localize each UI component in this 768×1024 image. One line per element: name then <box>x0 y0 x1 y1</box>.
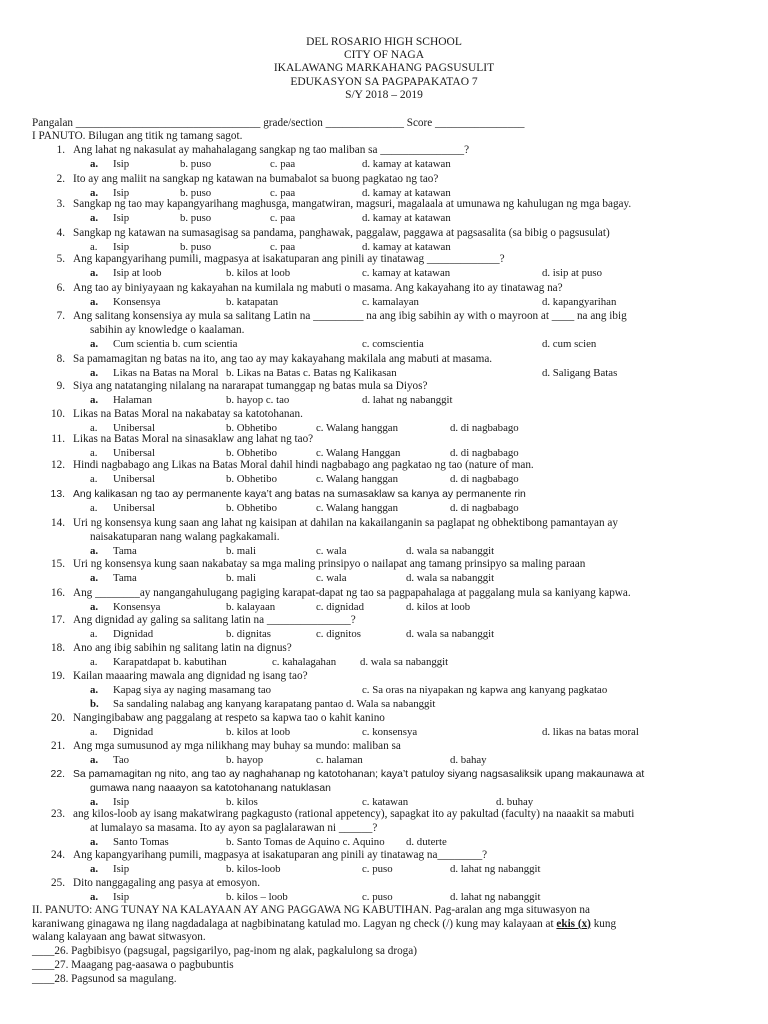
option-b: b. kilos at loob <box>226 267 291 279</box>
option-a-marker: a. <box>90 296 99 308</box>
option-b: b. Obhetibo <box>226 502 277 514</box>
question-16 <box>42 587 631 600</box>
option-c: d. duterte <box>406 836 447 848</box>
subject-title: EDUKASYON SA PAGPAPAKATAO 7 <box>290 75 478 88</box>
option-d: d. buhay <box>496 796 534 808</box>
question-number: 4. <box>56 227 65 239</box>
option-c: d. Saligang Batas <box>542 367 618 379</box>
situation-item: ____26. Pagbibisyo (pagsugal, pagsigarilyo, pag-inom ng alak, pagkalulong sa droga) <box>32 945 417 957</box>
ekis-label: ekis (x) <box>556 917 591 930</box>
question-text: Uri ng konsensya kung saan nakabatay sa mga maling prinsipyo o nailapat ang tamang prinsipyo sa maling paraan <box>73 558 586 570</box>
option-b: b. dignitas <box>226 628 271 640</box>
option-c: c. paa <box>270 187 296 199</box>
question-text: Ano ang ibig sabihin ng salitang latin na dignus? <box>73 642 292 654</box>
question-number: 16. <box>51 587 65 599</box>
option-c: c. Walang hanggan <box>316 502 398 514</box>
student-info-line: Pangalan _________________________________ grade/section ______________ Score ________________ <box>32 117 525 129</box>
question-number: 23. <box>51 808 65 820</box>
option-b: b. puso <box>180 241 212 253</box>
option-a-marker: a. <box>90 394 99 406</box>
question-7-cont: sabihin ay knowledge o kaalaman. <box>90 323 245 336</box>
option-c: c. kamay at katawan <box>362 267 451 279</box>
question-4 <box>42 227 610 240</box>
question-number: 18. <box>51 642 65 654</box>
option-b: b. kilos-loob <box>226 863 281 875</box>
option-c: d. lahat ng nabanggit <box>362 394 453 406</box>
question-23-cont: at lumalayo sa masama. Ito ay ayon sa paglalarawan ni ______? <box>90 821 378 834</box>
question-number: 8. <box>56 353 65 365</box>
question-number: 20. <box>51 712 65 724</box>
question-10 <box>42 408 303 421</box>
question-text: Kailan maaaring mawala ang dignidad ng isang tao? <box>73 670 308 682</box>
situation-item: ____28. Pagsunod sa magulang. <box>32 973 177 985</box>
option-a: Unibersal <box>113 473 155 485</box>
option-a: Likas na Batas na Moral <box>113 367 219 379</box>
option-a-marker: a. <box>90 473 98 485</box>
option-b: b. Santo Tomas de Aquino c. Aquino <box>226 836 385 848</box>
option-d: d. wala sa nabanggit <box>406 545 495 557</box>
option-a-marker: a. <box>90 158 99 170</box>
question-15 <box>42 558 585 571</box>
option-b: c. kahalagahan <box>272 656 337 668</box>
option-d: d. lahat ng nabanggit <box>450 891 541 903</box>
option-a: Unibersal <box>113 447 155 459</box>
question-text: Ang tao ay biniyayaan ng kakayahan na kumilala ng mabuti o masama. Ang kakayahang ito ay tinatawag na? <box>73 282 563 294</box>
option-a-marker: a. <box>90 422 98 434</box>
option-a: Isip <box>113 863 130 875</box>
instruction-text: kung <box>590 917 617 930</box>
option-a-marker: a. <box>90 267 99 279</box>
question-number: 24. <box>51 849 65 861</box>
question-19 <box>42 670 308 683</box>
option-a: Isip <box>113 796 130 808</box>
option-a-marker: a. <box>90 241 98 253</box>
school-name: DEL ROSARIO HIGH SCHOOL <box>306 36 462 48</box>
question-1 <box>42 144 469 157</box>
option-a: Isip <box>113 241 130 253</box>
question-number: 19. <box>51 670 65 682</box>
question-11 <box>42 433 313 446</box>
option-d: d. wala sa nabanggit <box>406 628 495 640</box>
question-text: Sangkap ng katawan na sumasagisag sa pandama, panghawak, paggalaw, paggawa at pagsasalita (sa bibig o pagsusulat) <box>73 227 610 239</box>
question-number: 25. <box>51 877 65 889</box>
question-22 <box>42 768 644 781</box>
school-year: S/Y 2018 – 2019 <box>345 88 423 101</box>
option-a: Dignidad <box>113 628 154 640</box>
question-text: Likas na Batas Moral na sinasaklaw ang lahat ng tao? <box>73 433 314 445</box>
option-a: Dignidad <box>113 726 154 738</box>
option-d: d. kapangyarihan <box>542 296 617 308</box>
question-text: Nangingibabaw ang paggalang at respeto sa kapwa tao o kahit kanino <box>73 712 385 724</box>
option-a: Unibersal <box>113 502 155 514</box>
option-a: Santo Tomas <box>113 836 169 848</box>
option-d: d. kamay at katawan <box>362 241 451 253</box>
question-text: Ang dignidad ay galing sa salitang latin na _______________? <box>73 614 356 626</box>
question-number: 2. <box>56 173 65 185</box>
question-25 <box>42 877 260 890</box>
question-text: Uri ng konsensya kung saan ang lahat ng kaisipan at dahilan na kakailanganin sa paglapat ng obhektibong pamantayan ay <box>73 517 618 529</box>
question-24 <box>42 849 487 862</box>
question-text: Ang ________ay nangangahulugang pagiging karapat-dapat ng tao sa pagpapahalaga at paggalang mula sa kaniyang kapwa. <box>73 587 631 599</box>
question-23 <box>42 808 634 821</box>
question-number: 13. <box>50 489 65 500</box>
option-a: Kapag siya ay naging masamang tao <box>113 684 272 696</box>
question-20 <box>42 712 385 725</box>
option-c: c. halaman <box>316 754 363 766</box>
option-b: b. puso <box>180 158 212 170</box>
question-14 <box>42 517 618 530</box>
question-text: Ang mga sumusunod ay mga nilikhang may buhay sa mundo: maliban sa <box>73 740 401 752</box>
option-b: b. Obhetibo <box>226 447 277 459</box>
option-a-marker: a. <box>90 628 98 640</box>
option-a-marker: a. <box>90 863 99 875</box>
option-b: b. hayop <box>226 754 264 766</box>
option-a: Karapatdapat b. kabutihan <box>113 656 227 668</box>
option-b: c. Sa oras na niyapakan ng kapwa ang kanyang pagkatao <box>362 684 608 696</box>
question-14-cont: naisakatuparan nang walang pagkakamali. <box>90 530 280 543</box>
question-13 <box>42 488 526 501</box>
option-a-marker: a. <box>90 367 99 379</box>
option-a: Konsensya <box>113 296 161 308</box>
question-text: Dito nanggagaling ang pasya at emosyon. <box>73 877 261 889</box>
part2-instructions: II. PANUTO: ANG TUNAY NA KALAYAAN AY ANG PAGGAWA NG KABUTIHAN. Pag-aralan ang mga situwasyon na <box>32 904 590 916</box>
option-d: d. kamay at katawan <box>362 158 451 170</box>
option-a-marker: a. <box>90 447 98 459</box>
option-a-marker: a. <box>90 338 99 350</box>
option-c: c. paa <box>270 158 296 170</box>
situation-item: ____27. Maagang pag-aasawa o pagbubuntis <box>32 959 234 971</box>
question-8 <box>42 353 492 366</box>
question-number: 22. <box>50 769 65 780</box>
question-text: Ang kapangyarihang pumili, magpasya at isakatuparan ang pinili ay tinatawag _____________? <box>73 253 505 265</box>
option-a-marker: a. <box>90 502 98 514</box>
option-a: Unibersal <box>113 422 155 434</box>
option-c: d. wala sa nabanggit <box>360 656 449 668</box>
option-d: d. wala sa nabanggit <box>406 572 495 584</box>
question-number: 11. <box>51 433 65 445</box>
question-number: 21. <box>51 740 65 752</box>
question-text: Sangkap ng tao may kapangyarihang maghusga, mangatwiran, magsuri, magalaala at umunawa ng kahulugan ng mga bagay. <box>73 198 632 210</box>
option-c: c. Walang hanggan <box>316 473 398 485</box>
question-text: Hindi nagbabago ang Likas na Batas Moral dahil hindi nagbabago ang pagkatao ng tao (nature of man. <box>73 459 534 471</box>
question-number: 12. <box>51 459 65 471</box>
question-number: 3. <box>56 198 65 210</box>
option-c: c. dignidad <box>316 601 364 613</box>
option-a-marker: a. <box>90 796 99 808</box>
option-c: c. kamalayan <box>362 296 419 308</box>
option-a: Isip at loob <box>113 267 162 279</box>
exam-title: IKALAWANG MARKAHANG PAGSUSULIT <box>273 62 495 75</box>
option-b: b. kilos at loob <box>226 726 291 738</box>
question-5 <box>42 253 505 266</box>
question-2 <box>42 173 438 186</box>
question-text: Ito ay ang maliit na sangkap ng katawan na bumabalot sa buong pagkatao ng tao? <box>73 173 439 185</box>
option-b: b. kalayaan <box>226 601 276 613</box>
instruction-text: kung may kalayaan at <box>455 917 557 930</box>
option-b: b. Obhetibo <box>226 422 277 434</box>
option-c: d. cum scien <box>542 338 597 350</box>
option-d: d. kamay at katawan <box>362 187 451 199</box>
option-d: d. di nagbabago <box>450 447 519 459</box>
option-d: d. di nagbabago <box>450 473 519 485</box>
option-b: c. comscientia <box>362 338 424 350</box>
option-d: d. kilos at loob <box>406 601 471 613</box>
option-a-marker: a. <box>90 187 99 199</box>
option-b: b. hayop c. tao <box>226 394 290 406</box>
option-a: Cum scientia b. cum scientia <box>113 338 238 350</box>
question-text: Sa pamamagitan ng nito, ang tao ay naghahanap ng katotohanan; kaya’t patuloy siyang nagsasaliksik upang makaunawa at <box>73 769 645 780</box>
option-a-marker: a. <box>90 836 99 848</box>
question-7 <box>42 310 627 323</box>
question-number: 17. <box>51 614 65 626</box>
option-b: b. katapatan <box>226 296 279 308</box>
question-text: Sa pamamagitan ng batas na ito, ang tao ay may kakayahang makilala ang mabuti at masama. <box>73 353 493 365</box>
option-c: c. paa <box>270 241 296 253</box>
option-a-marker: a. <box>90 754 99 766</box>
question-number: 15. <box>51 558 65 570</box>
option-d: d. bahay <box>450 754 487 766</box>
question-text: Ang kapangyarihang pumili, magpasya at isakatuparan ang pinili ay tinatawag na________? <box>73 849 488 861</box>
option-c: c. wala <box>316 545 347 557</box>
option-a-marker: a. <box>90 545 99 557</box>
option-b: Sa sandaling nalabag ang kanyang karapatang pantao d. Wala sa nabanggit <box>113 698 436 710</box>
question-3 <box>42 198 631 211</box>
question-text: Likas na Batas Moral na nakabatay sa katotohanan. <box>73 408 303 420</box>
option-a-marker: a. <box>90 891 99 903</box>
question-number: 14. <box>51 517 65 529</box>
option-a-marker: a. <box>90 572 99 584</box>
option-b: b. mali <box>226 572 256 584</box>
option-a: Tama <box>113 572 137 584</box>
option-a: Isip <box>113 158 130 170</box>
question-text: Ang lahat ng nakasulat ay mahahalagang sangkap ng tao maliban sa _______________? <box>73 144 470 156</box>
question-12 <box>42 459 534 472</box>
option-a-marker: a. <box>90 684 99 696</box>
option-b: b. mali <box>226 545 256 557</box>
option-d: d. lahat ng nabanggit <box>450 863 541 875</box>
question-number: 1. <box>56 144 65 156</box>
question-number: 10. <box>51 408 65 420</box>
city-name: CITY OF NAGA <box>343 49 425 62</box>
option-d: d. kamay at katawan <box>362 212 451 224</box>
question-21 <box>42 740 401 753</box>
option-b: b. Likas na Batas c. Batas ng Kalikasan <box>226 367 397 379</box>
option-a: Tao <box>113 754 130 766</box>
option-b: b. puso <box>180 212 212 224</box>
option-a: Tama <box>113 545 137 557</box>
option-a-marker: a. <box>90 212 99 224</box>
option-b: b. puso <box>180 187 212 199</box>
option-c: c. puso <box>362 863 393 875</box>
question-text: Ang salitang konsensiya ay mula sa salitang Latin na _________ na ang ibig sabihin ay with o mayroon at ____ na ang ibig <box>73 310 627 322</box>
option-c: c. Walang Hanggan <box>316 447 401 459</box>
option-b: b. kilos – loob <box>226 891 288 903</box>
option-d: d. di nagbabago <box>450 422 519 434</box>
question-text: ang kilos-loob ay isang makatwirang pagkagusto (rational appetency), sapagkat ito ay pakultad (faculty) na naaakit sa mabuti <box>73 808 635 820</box>
option-a-marker: a. <box>90 656 98 668</box>
question-number: 5. <box>56 253 65 265</box>
option-c: c. wala <box>316 572 347 584</box>
question-22-cont: gumawa nang naaayon sa katotohanang natuklasan <box>90 782 331 794</box>
option-a: Halaman <box>113 394 152 406</box>
option-b-marker: b. <box>90 698 99 710</box>
option-a: Isip <box>113 212 130 224</box>
part2-instructions-cont <box>32 918 616 931</box>
instruction-text: karaniwang ginagawa ng ilang nagdadalaga at nagbibinatang katulad mo. Lagyan ng check (/) <box>32 917 456 930</box>
question-6 <box>42 282 563 295</box>
option-d: d. likas na batas moral <box>542 726 639 738</box>
question-18 <box>42 642 292 655</box>
option-a: Isip <box>113 891 130 903</box>
question-9 <box>42 380 427 393</box>
option-a: Konsensya <box>113 601 161 613</box>
option-c: c. Walang hanggan <box>316 422 398 434</box>
option-c: c. katawan <box>362 796 409 808</box>
option-a-marker: a. <box>90 601 99 613</box>
part1-instructions: I PANUTO. Bilugan ang titik ng tamang sagot. <box>32 130 243 142</box>
option-b: b. Obhetibo <box>226 473 277 485</box>
question-text: Siya ang natatanging nilalang na nararapat tumanggap ng batas mula sa Diyos? <box>73 380 428 392</box>
option-b: b. kilos <box>226 796 258 808</box>
option-c: c. dignitos <box>316 628 361 640</box>
question-17 <box>42 614 356 627</box>
option-d: d. di nagbabago <box>450 502 519 514</box>
question-number: 6. <box>56 282 65 294</box>
question-number: 7. <box>56 310 65 322</box>
part2-instructions-end: walang kalayaan ang bawat sitwasyon. <box>32 931 206 943</box>
option-a-marker: a. <box>90 726 98 738</box>
question-text: Ang kalikasan ng tao ay permanente kaya’t ang batas na sumasaklaw sa kanya ay permanente rin <box>73 489 526 500</box>
question-number: 9. <box>56 380 65 392</box>
option-d: d. isip at puso <box>542 267 602 279</box>
option-c: c. paa <box>270 212 296 224</box>
option-c: c. puso <box>362 891 393 903</box>
option-a: Isip <box>113 187 130 199</box>
option-c: c. konsensya <box>362 726 418 738</box>
